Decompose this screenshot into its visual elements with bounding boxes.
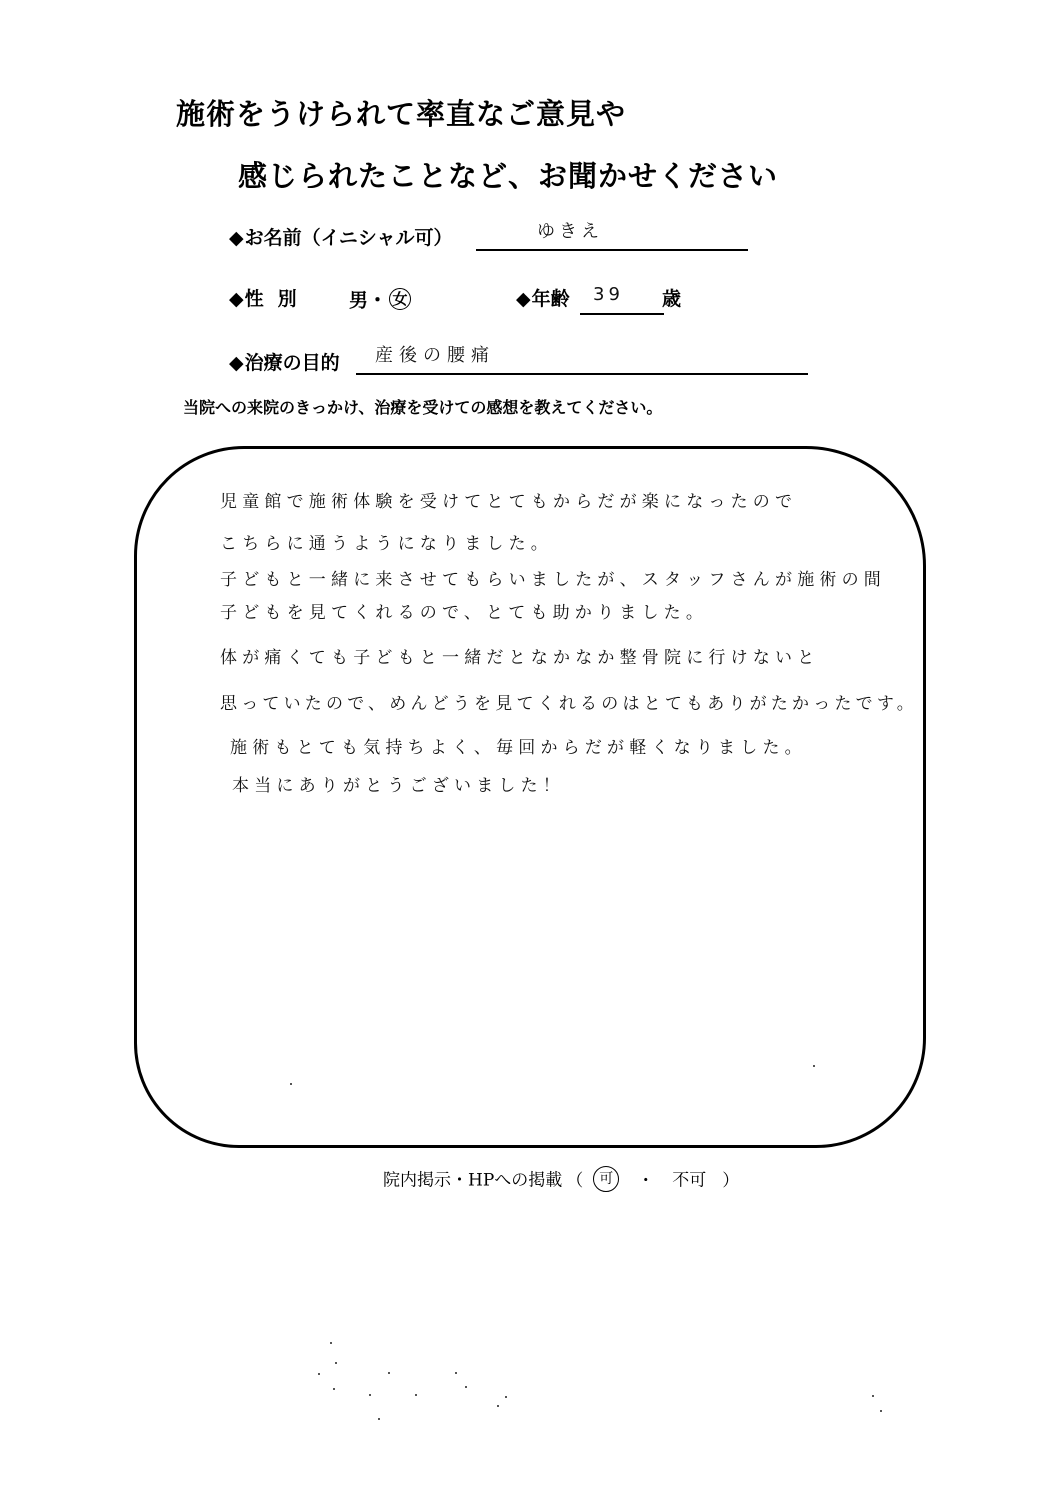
name-field-value[interactable]: ゆきえ [537,221,603,242]
gender-label-part1: 性 [244,288,264,310]
comment-line-5: 体が痛くても子どもと一緒だとなかなか整骨院に行けないと [220,648,820,668]
age-field-value[interactable]: 39 [593,284,624,305]
comment-line-1: 児童館で施術体験を受けてとてもからだが楽になったので [220,492,798,512]
gender-separator: ・ [368,289,388,312]
consent-option-allow-circled[interactable]: 可 [593,1166,619,1192]
consent-paren-open: （ [566,1170,584,1191]
comment-line-8: 本当にありがとうございました！ [232,776,565,796]
scan-speck [455,1372,457,1374]
form-title-line-2: 感じられたことなど、お聞かせください [238,159,779,193]
name-field-underline [476,249,748,251]
comment-line-6: 思っていたので、めんどうを見てくれるのはとてもありがたかったです。 [220,694,918,714]
purpose-field-label [229,354,340,373]
diamond-bullet-icon: ◆ [229,352,244,374]
age-field-label [516,290,570,309]
consent-option-deny[interactable]: 不可 [672,1170,707,1191]
purpose-field-underline [356,373,808,375]
comment-line-4: 子どもを見てくれるので、とても助かりました。 [220,603,709,623]
scan-speck [497,1405,499,1407]
diamond-bullet-icon: ◆ [229,288,244,310]
feedback-prompt: 当院への来院のきっかけ、治療を受けての感想を教えてください。 [183,398,663,417]
age-field-underline [580,313,664,315]
diamond-bullet-icon: ◆ [516,288,531,310]
purpose-label-text: 治療の目的 [244,352,340,374]
purpose-field-value[interactable]: 産後の腰痛 [375,345,495,366]
consent-label: 院内掲示・HPへの掲載 [383,1170,563,1191]
gender-option-male[interactable]: 男 [349,289,369,312]
scan-speck [388,1372,390,1374]
scan-speck [880,1410,882,1412]
scan-speck [333,1388,335,1390]
scan-speck [369,1394,371,1396]
scan-speck [318,1373,320,1375]
scan-speck [330,1342,332,1344]
gender-field-label [229,290,297,309]
name-label-text: お名前（イニシャル可） [244,227,453,249]
age-label-text: 年齢 [531,288,570,310]
gender-option-female-circled[interactable]: 女 [389,288,411,310]
scan-speck [290,1083,292,1085]
consent-separator: ・ [637,1170,655,1191]
age-unit-label: 歳 [662,288,682,310]
gender-label-part2: 別 [277,288,297,310]
scan-speck [378,1418,380,1420]
comment-line-7: 施術もとても気持ちよく、毎回からだが軽くなりました。 [230,738,807,758]
scan-speck [465,1386,467,1388]
comment-line-3: 子どもと一緒に来させてもらいましたが、スタッフさんが施術の間 [220,570,886,590]
diamond-bullet-icon: ◆ [229,227,244,249]
gender-options [349,290,411,312]
scan-speck [872,1395,874,1397]
consent-paren-close: ） [722,1170,740,1191]
scan-speck [335,1362,337,1364]
publication-consent [383,1168,739,1194]
comment-line-2: こちらに通うようになりました。 [220,534,553,554]
scan-speck [813,1065,815,1067]
form-title-line-1: 施術をうけられて率直なご意見や [176,97,627,131]
scan-speck [415,1394,417,1396]
name-field-label [229,229,453,248]
scan-speck [505,1396,507,1398]
